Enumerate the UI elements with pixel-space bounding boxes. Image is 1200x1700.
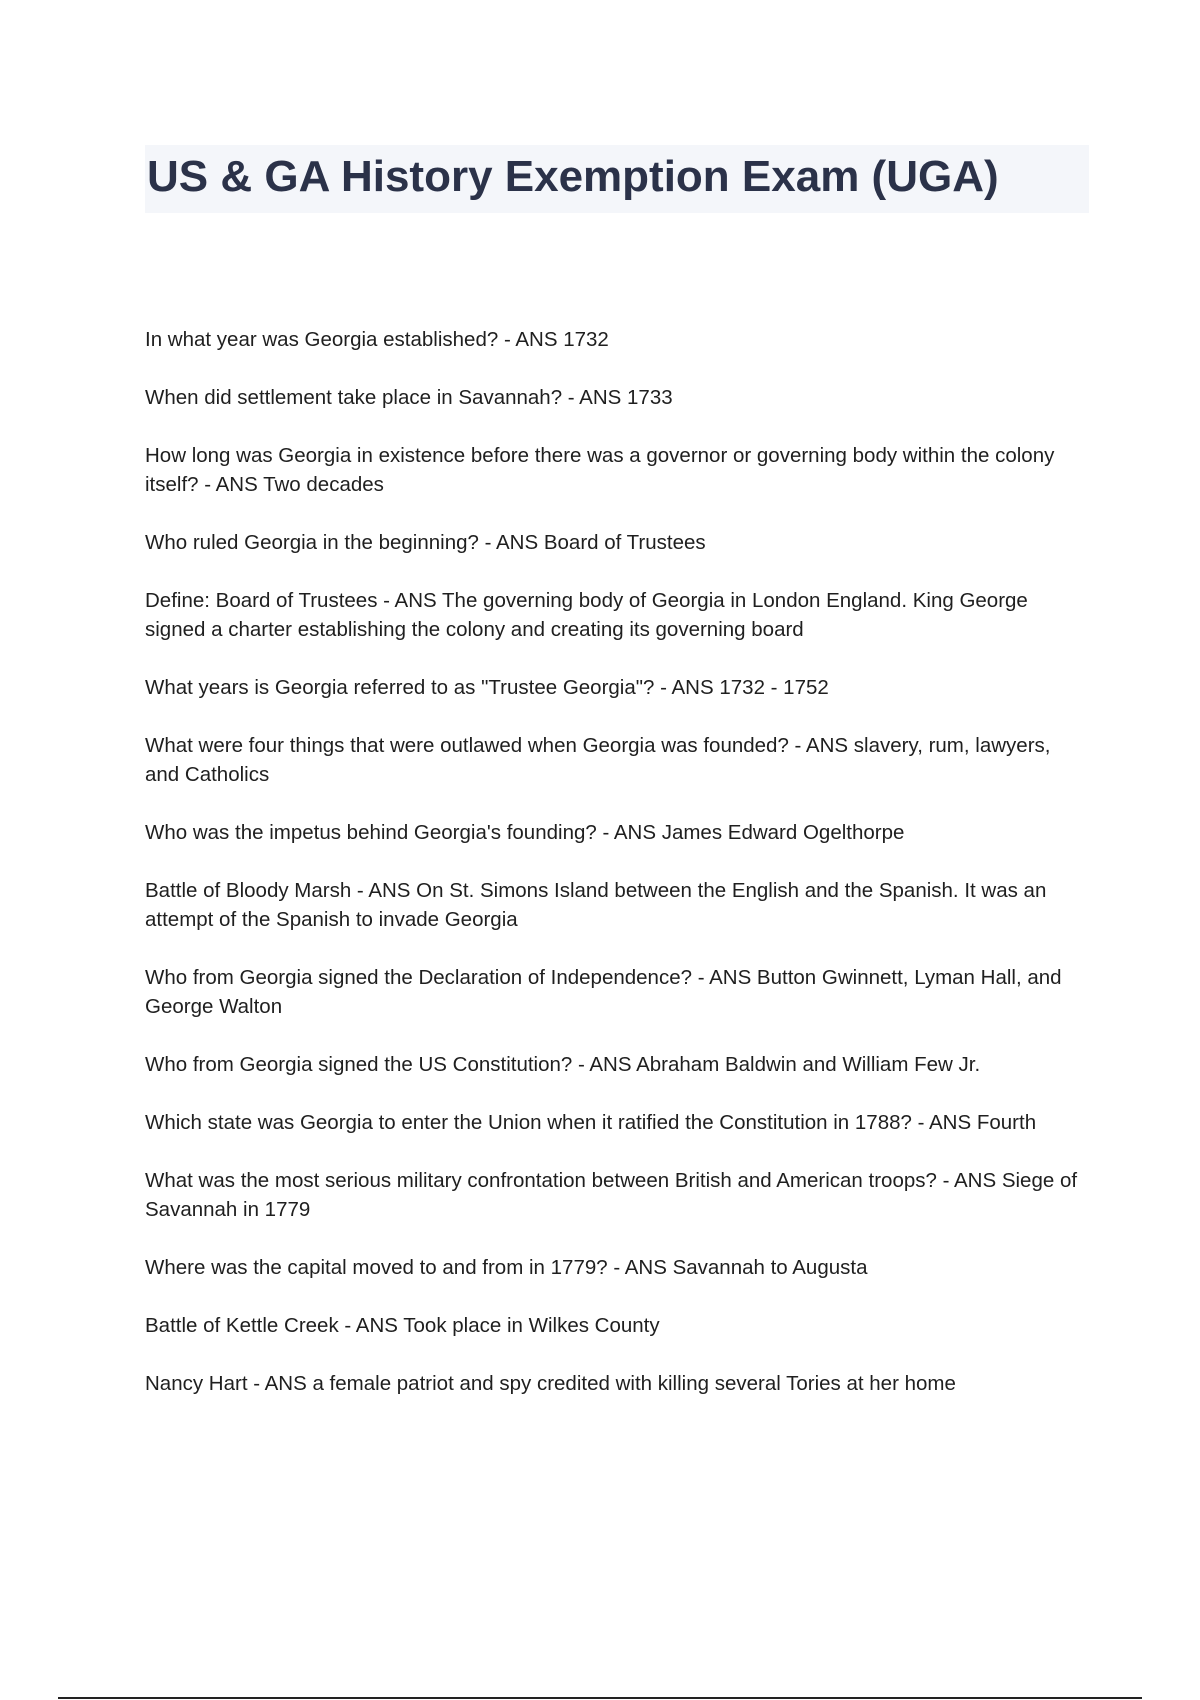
qa-item: Battle of Bloody Marsh - ANS On St. Simons Island between the English and the Spanish. It was an attempt of the Spanish to invade Georgia bbox=[145, 879, 1047, 931]
qa-list bbox=[145, 325, 1090, 1427]
qa-item: In what year was Georgia established? - ANS 1732 bbox=[145, 328, 609, 351]
footer-divider bbox=[58, 1697, 1142, 1699]
title-banner bbox=[145, 145, 1089, 213]
qa-item: When did settlement take place in Savannah? - ANS 1733 bbox=[145, 386, 673, 409]
qa-item: What was the most serious military confrontation between British and American troops? - ANS Siege of Savannah in 1779 bbox=[145, 1169, 1078, 1221]
qa-item: Who from Georgia signed the Declaration of Independence? - ANS Button Gwinnett, Lyman Hall, and George Walton bbox=[145, 966, 1062, 1018]
qa-item: Who from Georgia signed the US Constitution? - ANS Abraham Baldwin and William Few Jr. bbox=[145, 1053, 981, 1076]
qa-item: Which state was Georgia to enter the Union when it ratified the Constitution in 1788? - ANS Fourth bbox=[145, 1111, 1037, 1134]
qa-item: Who ruled Georgia in the beginning? - ANS Board of Trustees bbox=[145, 531, 706, 554]
qa-item: What years is Georgia referred to as "Trustee Georgia"? - ANS 1732 - 1752 bbox=[145, 676, 829, 699]
qa-item: Nancy Hart - ANS a female patriot and spy credited with killing several Tories at her home bbox=[145, 1372, 956, 1395]
qa-item: How long was Georgia in existence before there was a governor or governing body within the colony itself? - ANS Two decades bbox=[145, 444, 1055, 496]
qa-item: Who was the impetus behind Georgia's founding? - ANS James Edward Ogelthorpe bbox=[145, 821, 905, 844]
qa-item: Battle of Kettle Creek - ANS Took place in Wilkes County bbox=[145, 1314, 660, 1337]
qa-item: Define: Board of Trustees - ANS The governing body of Georgia in London England. King George signed a charter establishing the colony and creating its governing board bbox=[145, 589, 1028, 641]
qa-item: Where was the capital moved to and from in 1779? - ANS Savannah to Augusta bbox=[145, 1256, 868, 1279]
document-title: US & GA History Exemption Exam (UGA) bbox=[147, 152, 999, 201]
qa-item: What were four things that were outlawed when Georgia was founded? - ANS slavery, rum, lawyers, and Catholics bbox=[145, 734, 1051, 786]
